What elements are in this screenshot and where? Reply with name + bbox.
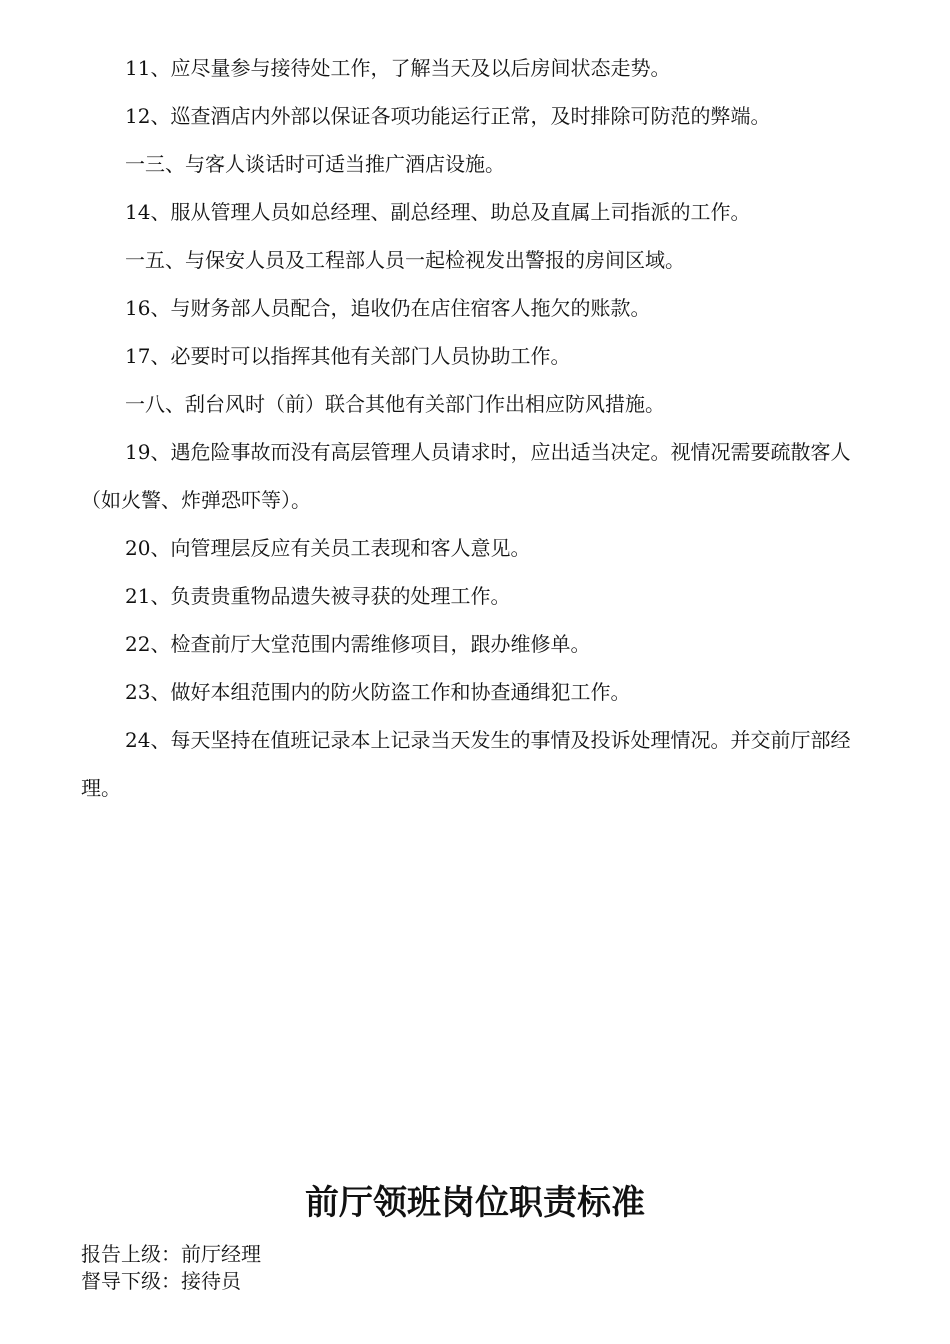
duty-item-23: 23、做好本组范围内的防火防盗工作和协查通缉犯工作。: [125, 680, 631, 704]
duty-item-15: 一五、与保安人员及工程部人员一起检视发出警报的房间区域。: [125, 248, 685, 272]
duty-item-19: 19、遇危险事故而没有高层管理人员请求时，应出适当决定。视情况需要疏散客人（如火警、炸弹恐吓等）。: [81, 440, 851, 512]
duty-item-21: 21、负责贵重物品遗失被寻获的处理工作。: [125, 584, 511, 608]
duty-item-11: 11、应尽量参与接待处工作，了解当天及以后房间状态走势。: [125, 56, 671, 80]
duty-item-14: 14、服从管理人员如总经理、副总经理、助总及直属上司指派的工作。: [125, 200, 751, 224]
section-title: 前厅领班岗位职责标准: [305, 1183, 645, 1223]
duty-item-16: 16、与财务部人员配合，追收仍在店住宿客人拖欠的账款。: [125, 296, 651, 320]
duty-item-20: 20、向管理层反应有关员工表现和客人意见。: [125, 536, 531, 560]
duty-item-17: 17、必要时可以指挥其他有关部门人员协助工作。: [125, 344, 571, 368]
duty-item-22: 22、检查前厅大堂范围内需维修项目，跟办维修单。: [125, 632, 591, 656]
duty-item-18: 一八、刮台风时（前）联合其他有关部门作出相应防风措施。: [125, 392, 665, 416]
supervises-line: 督导下级：接待员: [81, 1269, 241, 1293]
reports-to-line: 报告上级：前厅经理: [81, 1242, 261, 1266]
duty-list: [81, 44, 873, 812]
duty-item-24: 24、每天坚持在值班记录本上记录当天发生的事情及投诉处理情况。并交前厅部经理。: [81, 728, 851, 800]
reporting-lines: [81, 1241, 261, 1295]
duty-item-13: 一三、与客人谈话时可适当推广酒店设施。: [125, 152, 505, 176]
duty-item-12: 12、巡查酒店内外部以保证各项功能运行正常，及时排除可防范的弊端。: [125, 104, 771, 128]
